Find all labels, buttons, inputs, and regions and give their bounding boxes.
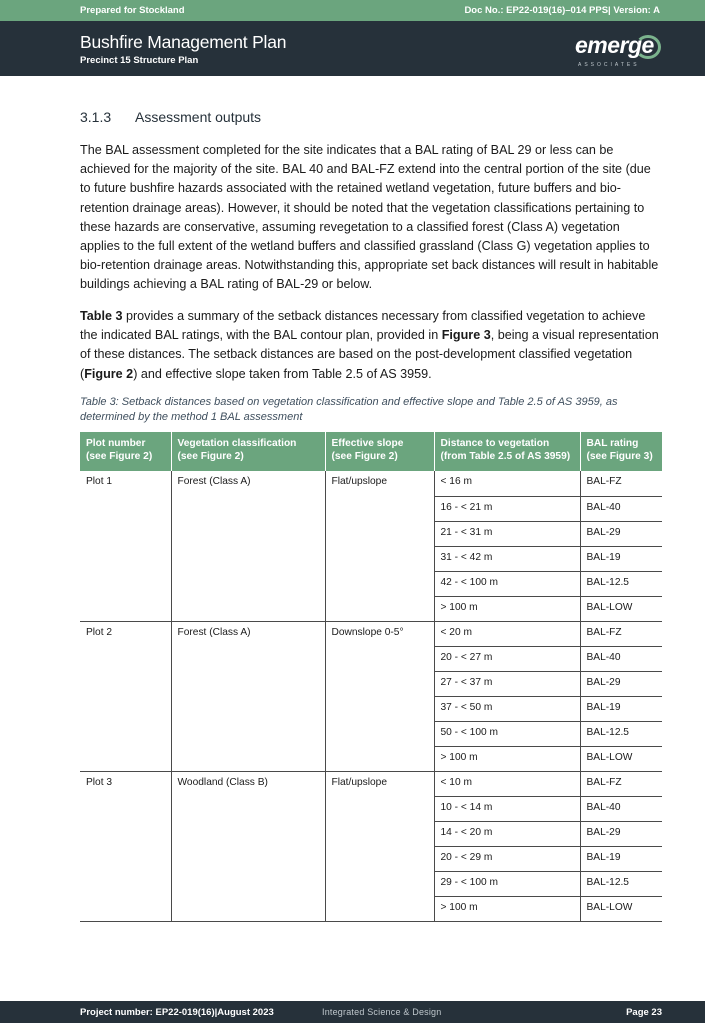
logo-wordmark: emerge — [575, 32, 654, 58]
distance-cell: 27 - < 37 m — [434, 671, 580, 696]
emerge-logo — [575, 32, 665, 68]
summary-text-1: provides a summary of the setback distances necessary from classified vegetation to achieve the indicated BAL ratings, with the BAL contour plan, provided in — [80, 309, 646, 343]
header-line: (see Figure 2) — [86, 451, 153, 462]
distance-cell: < 20 m — [434, 621, 580, 646]
distance-cell: 14 - < 20 m — [434, 821, 580, 846]
distance-cell: < 16 m — [434, 471, 580, 496]
distance-cell: 20 - < 29 m — [434, 846, 580, 871]
bal-rating-cell: BAL-FZ — [580, 621, 662, 646]
logo-swoosh-icon — [635, 35, 661, 59]
document-subtitle: Precinct 15 Structure Plan — [80, 55, 199, 66]
header-line: Vegetation classification — [177, 438, 297, 449]
distance-cell: < 10 m — [434, 771, 580, 796]
page-number: Page 23 — [626, 1007, 662, 1018]
document-header — [0, 21, 705, 76]
bal-rating-cell: BAL-FZ — [580, 471, 662, 496]
figure-3-reference: Figure 3 — [441, 328, 491, 343]
vegetation-cell: Forest (Class A) — [171, 471, 325, 621]
setback-distance-table — [80, 432, 662, 922]
bal-rating-cell: BAL-12.5 — [580, 721, 662, 746]
distance-cell: 21 - < 31 m — [434, 521, 580, 546]
header-line: (see Figure 3) — [586, 451, 653, 462]
bal-rating-cell: BAL-19 — [580, 696, 662, 721]
bal-rating-cell: BAL-40 — [580, 496, 662, 521]
document-footer — [0, 1001, 705, 1023]
top-info-bar — [0, 0, 705, 21]
summary-text-2: , being a visual representation of these distances. The setback distances are based on the post-development classified vegetation ( — [80, 328, 659, 381]
bal-rating-cell: BAL-19 — [580, 846, 662, 871]
bal-rating-cell: BAL-LOW — [580, 896, 662, 921]
distance-cell: 16 - < 21 m — [434, 496, 580, 521]
tagline: Integrated Science & Design — [322, 1007, 442, 1017]
distance-cell: > 100 m — [434, 896, 580, 921]
header-line: Distance to vegetation — [440, 438, 550, 449]
vegetation-cell: Woodland (Class B) — [171, 771, 325, 921]
bal-rating-cell: BAL-19 — [580, 546, 662, 571]
table-header-row — [80, 432, 662, 471]
logo-subtext: ASSOCIATES — [578, 62, 640, 68]
section-heading — [80, 109, 261, 125]
bal-rating-cell: BAL-12.5 — [580, 571, 662, 596]
summary-text-3: ) and effective slope taken from Table 2.5 of AS 3959. — [133, 366, 432, 381]
bal-rating-cell: BAL-29 — [580, 821, 662, 846]
document-number-label: Doc No.: EP22-019(16)–014 PPS| Version: A — [464, 5, 660, 16]
plot-cell: Plot 3 — [80, 771, 171, 921]
table-caption: Table 3: Setback distances based on vegetation classification and effective slope and Table 2.5 of AS 3959, as determined by the method 1 BAL assessment — [80, 396, 618, 423]
section-title: Assessment outputs — [135, 109, 262, 125]
bal-rating-cell: BAL-40 — [580, 796, 662, 821]
table-3-reference: Table 3 — [80, 309, 123, 323]
assessment-paragraph: The BAL assessment completed for the site indicates that a BAL rating of BAL 29 or less can be achieved for the majority of the site. BAL 40 and BAL-FZ extend into the central portion of the site (due to future bushfire hazards associated with the retained wetland vegetation, future buffers and bio-retention drainage areas). However, it should be noted that the vegetation classifications pertaining to these hazards are conservative, assuming revegetation to a classified forest (Class A) vegetation applies to the full extent of the wetland buffers and classified grassland (Class G) vegetation applies to bio-retention drainage areas. Notwithstanding this, appropriate set back distances will result in habitable buildings achieving a BAL rating of BAL-29 or below. — [80, 143, 659, 292]
header-line: (see Figure 2) — [331, 451, 398, 462]
slope-cell: Flat/upslope — [325, 771, 434, 921]
table-row — [80, 771, 662, 796]
header-vegetation — [171, 432, 325, 471]
header-bal-rating — [580, 432, 662, 471]
header-effective-slope — [325, 432, 434, 471]
distance-cell: 37 - < 50 m — [434, 696, 580, 721]
header-line: Effective slope — [331, 438, 404, 449]
bal-rating-cell: BAL-LOW — [580, 746, 662, 771]
distance-cell: > 100 m — [434, 746, 580, 771]
header-line: (from Table 2.5 of AS 3959) — [440, 451, 571, 462]
table-row — [80, 471, 662, 496]
header-distance — [434, 432, 580, 471]
distance-cell: 42 - < 100 m — [434, 571, 580, 596]
distance-cell: 10 - < 14 m — [434, 796, 580, 821]
plot-cell: Plot 2 — [80, 621, 171, 771]
section-number: 3.1.3 — [80, 109, 112, 125]
header-line: Plot number — [86, 438, 146, 449]
bal-rating-cell: BAL-29 — [580, 671, 662, 696]
bal-rating-cell: BAL-LOW — [580, 596, 662, 621]
distance-cell: 29 - < 100 m — [434, 871, 580, 896]
bal-rating-cell: BAL-40 — [580, 646, 662, 671]
summary-paragraph — [80, 307, 660, 384]
table-row — [80, 621, 662, 646]
vegetation-cell: Forest (Class A) — [171, 621, 325, 771]
bal-rating-cell: BAL-29 — [580, 521, 662, 546]
bal-rating-cell: BAL-12.5 — [580, 871, 662, 896]
prepared-for-label: Prepared for Stockland — [80, 5, 185, 16]
plot-cell: Plot 1 — [80, 471, 171, 621]
header-line: BAL rating — [586, 438, 639, 449]
header-line: (see Figure 2) — [177, 451, 244, 462]
slope-cell: Downslope 0-5° — [325, 621, 434, 771]
figure-2-reference: Figure 2 — [84, 366, 134, 381]
distance-cell: 31 - < 42 m — [434, 546, 580, 571]
distance-cell: > 100 m — [434, 596, 580, 621]
project-number-label: Project number: EP22-019(16)|August 2023 — [80, 1007, 274, 1018]
bal-rating-cell: BAL-FZ — [580, 771, 662, 796]
slope-cell: Flat/upslope — [325, 471, 434, 621]
document-title: Bushfire Management Plan — [80, 32, 287, 52]
distance-cell: 50 - < 100 m — [434, 721, 580, 746]
distance-cell: 20 - < 27 m — [434, 646, 580, 671]
header-plot-number — [80, 432, 171, 471]
